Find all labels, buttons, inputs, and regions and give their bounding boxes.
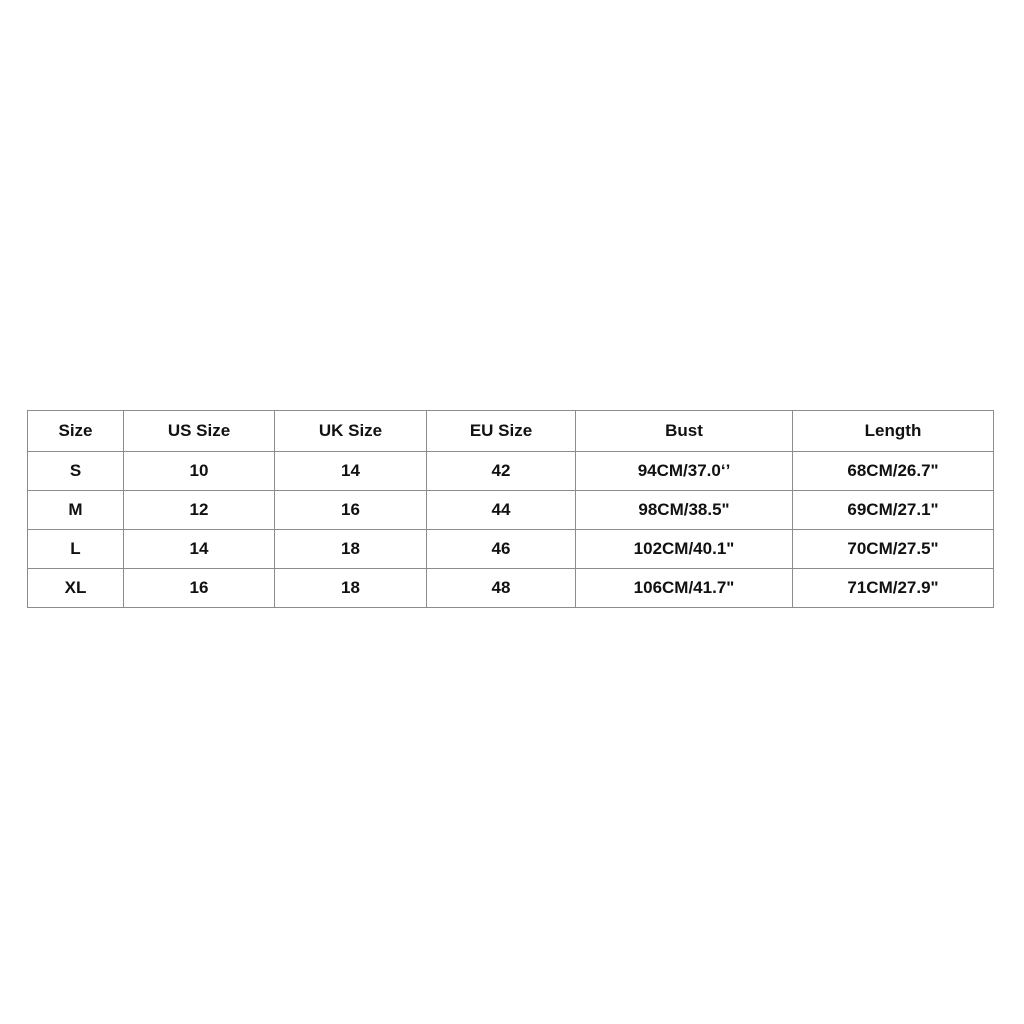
header-length: Length: [793, 411, 994, 452]
cell-eu-size: 48: [427, 569, 576, 608]
table-row: [28, 452, 994, 491]
cell-eu-size: 44: [427, 491, 576, 530]
size-chart-table: [27, 410, 994, 608]
cell-bust: 98CM/38.5": [576, 491, 793, 530]
table-row: [28, 569, 994, 608]
cell-length: 71CM/27.9": [793, 569, 994, 608]
cell-us-size: 12: [124, 491, 275, 530]
cell-bust: 94CM/37.0‘’: [576, 452, 793, 491]
cell-uk-size: 18: [275, 569, 427, 608]
cell-size: S: [28, 452, 124, 491]
cell-bust: 102CM/40.1": [576, 530, 793, 569]
cell-length: 68CM/26.7": [793, 452, 994, 491]
cell-us-size: 10: [124, 452, 275, 491]
table-row: [28, 530, 994, 569]
cell-size: L: [28, 530, 124, 569]
cell-us-size: 16: [124, 569, 275, 608]
cell-length: 70CM/27.5": [793, 530, 994, 569]
cell-uk-size: 18: [275, 530, 427, 569]
header-eu-size: EU Size: [427, 411, 576, 452]
cell-eu-size: 46: [427, 530, 576, 569]
header-uk-size: UK Size: [275, 411, 427, 452]
header-us-size: US Size: [124, 411, 275, 452]
table-row: [28, 491, 994, 530]
cell-bust: 106CM/41.7": [576, 569, 793, 608]
cell-eu-size: 42: [427, 452, 576, 491]
cell-uk-size: 14: [275, 452, 427, 491]
cell-uk-size: 16: [275, 491, 427, 530]
header-size: Size: [28, 411, 124, 452]
cell-size: M: [28, 491, 124, 530]
cell-length: 69CM/27.1": [793, 491, 994, 530]
table-header-row: [28, 411, 994, 452]
header-bust: Bust: [576, 411, 793, 452]
cell-us-size: 14: [124, 530, 275, 569]
cell-size: XL: [28, 569, 124, 608]
